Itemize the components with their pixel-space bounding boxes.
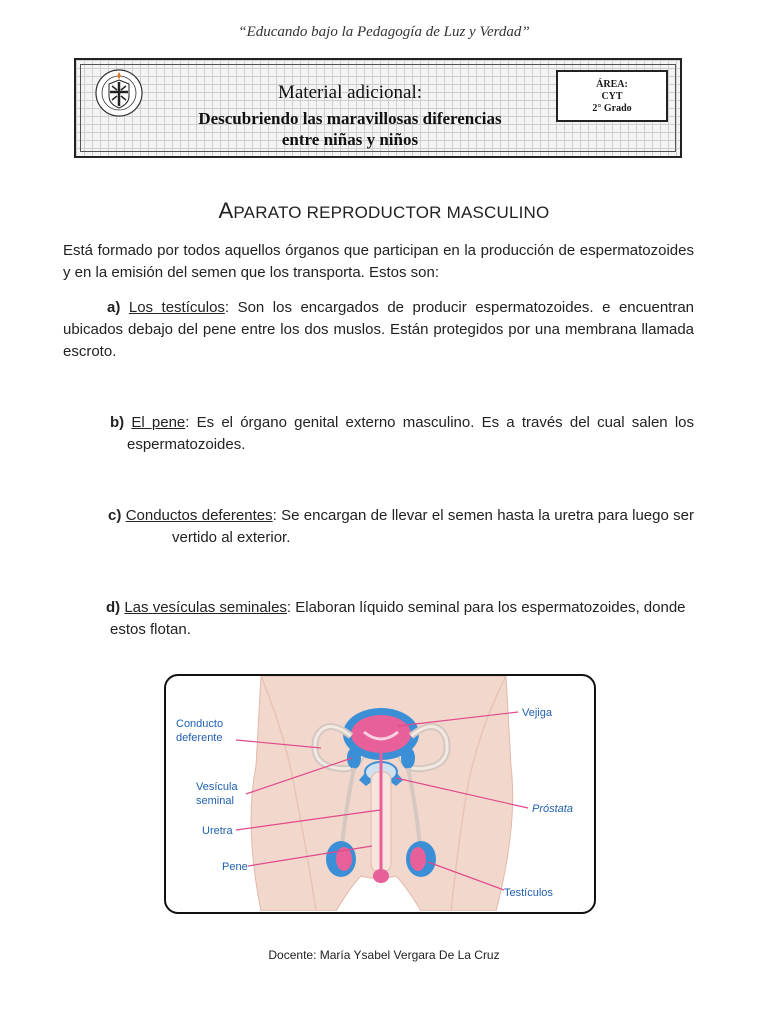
grade-label: 2° Grado (592, 103, 632, 114)
item-term: Las vesículas seminales (124, 599, 287, 616)
section-title (0, 198, 768, 224)
area-value: CYT (601, 91, 623, 102)
item-text: : Elaboran líquido seminal para los espermatozoides, donde estos flotan. (110, 599, 686, 638)
item-term: Conductos deferentes (125, 507, 273, 524)
item-marker: c) (108, 507, 122, 524)
item-term: El pene (131, 414, 186, 431)
item-text: : Se encargan de llevar el semen hasta la uretra para luego ser vertido al exterior. (172, 507, 695, 546)
school-motto: “Educando bajo la Pedagogía de Luz y Verdad” (238, 24, 530, 40)
item-text: : Son los encargados de producir espermatozoides. e encuentran ubicados debajo del pene entre los dos muslos. Están protegidos por una membrana llamada escroto. (63, 299, 695, 360)
label-conducto-2: deferente (176, 732, 223, 744)
section-title-initial: A (218, 198, 234, 223)
label-vesicula-2: seminal (196, 795, 234, 807)
item-marker: b) (110, 414, 125, 431)
label-conducto-1: Conducto (176, 718, 224, 730)
label-uretra: Uretra (202, 825, 233, 837)
school-logo (94, 68, 144, 118)
label-vejiga: Vejiga (522, 707, 552, 719)
label-testiculos: Testículos (504, 887, 553, 899)
subtitle-line-2: entre niñas y niños (281, 130, 419, 149)
label-pene: Pene (222, 861, 248, 873)
item-marker: d) (106, 599, 121, 616)
material-title: Material adicional: (277, 82, 423, 103)
anatomy-illustration (166, 676, 593, 911)
item-text: : Es el órgano genital externo masculino. Es a través del cual salen los espermatozoides. (127, 414, 695, 453)
intro-paragraph: Está formado por todos aquellos órganos que participan en la producción de espermatozoides y en la emisión del semen que los transporta. Estos son: (63, 242, 694, 281)
section-title-rest: PARATO REPRODUCTOR MASCULINO (233, 203, 550, 222)
list-item-c (108, 505, 694, 549)
list-item-d (106, 597, 694, 641)
label-vesicula-1: Vesícula (196, 781, 238, 793)
anatomy-figure (164, 674, 596, 914)
area-label: ÁREA: (596, 79, 628, 90)
material-subtitle (170, 108, 530, 150)
list-item-a (63, 297, 694, 363)
label-prostata: Próstata (532, 803, 573, 815)
area-box (556, 70, 668, 122)
item-term: Los testículos (128, 299, 225, 316)
subtitle-line-1: Descubriendo las maravillosas diferencias (198, 109, 502, 128)
list-item-b (110, 412, 694, 456)
item-marker: a) (107, 299, 121, 316)
teacher-footer: Docente: María Ysabel Vergara De La Cruz (268, 948, 500, 962)
